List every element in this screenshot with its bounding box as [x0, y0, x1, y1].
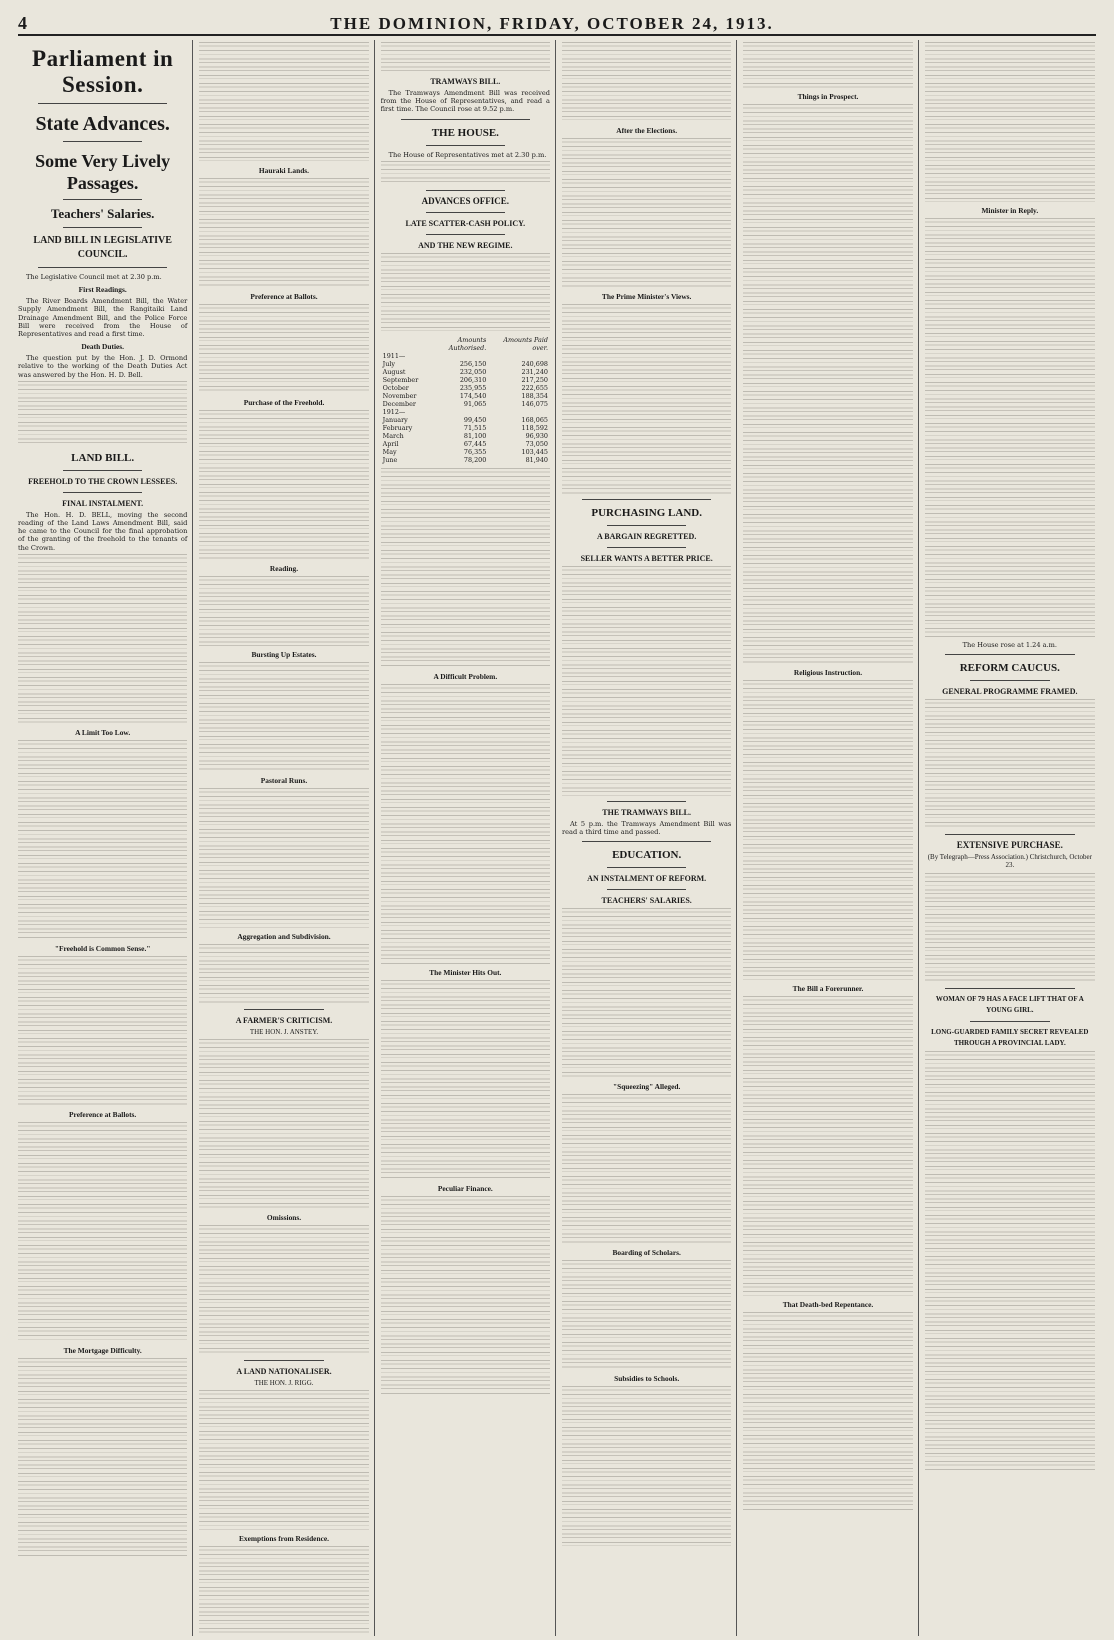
headline-new-regime: AND THE NEW REGIME.	[418, 240, 513, 250]
subheading: Pastoral Runs.	[260, 776, 308, 785]
headline-instalment: AN INSTALMENT OF REFORM.	[587, 874, 707, 884]
headline-land-bill: LAND BILL.	[71, 451, 135, 464]
text-block	[562, 908, 731, 1078]
table-row	[381, 448, 550, 456]
text-block	[925, 699, 1095, 829]
text-block	[199, 662, 368, 772]
column-2	[199, 40, 374, 1636]
table-cell: June	[382, 455, 398, 464]
subheading: The Bill a Forerunner.	[792, 984, 864, 993]
text-block	[562, 1386, 731, 1546]
text-block	[562, 138, 731, 288]
table-cell: January	[382, 415, 408, 424]
page-number: 4	[18, 13, 28, 33]
headline-reform-caucus: REFORM CAUCUS.	[959, 662, 1060, 675]
table-cell: 71,515	[463, 423, 487, 432]
headline-land-nationaliser: A LAND NATIONALISER.	[236, 1367, 332, 1377]
text-block	[199, 178, 368, 288]
table-header: Amounts Authorised.	[448, 335, 487, 352]
table-cell: May	[382, 447, 397, 456]
table-cell: 99,450	[463, 415, 487, 424]
table-cell: 96,930	[525, 431, 548, 440]
table-cell: August	[382, 367, 406, 376]
table-row	[381, 392, 550, 400]
table-row	[381, 368, 550, 376]
table-row	[381, 440, 550, 448]
table-cell: 222,655	[521, 383, 548, 392]
table-row	[381, 400, 550, 408]
subheading: "Squeezing" Alleged.	[612, 1082, 681, 1092]
text-block	[18, 740, 187, 940]
text-block	[199, 42, 368, 162]
headline-parliament: Parliament in Session.	[32, 46, 174, 97]
subheading: "Freehold is Common Sense."	[54, 943, 151, 953]
advances-table	[381, 336, 550, 464]
text-block	[381, 1196, 550, 1396]
text-block	[199, 1225, 368, 1355]
table-cell: November	[382, 391, 417, 400]
table-cell: October	[382, 383, 409, 392]
table-cell: April	[382, 439, 399, 448]
text-block	[381, 42, 550, 72]
text-block	[562, 566, 731, 796]
column-4	[562, 40, 737, 1636]
subheading: The Prime Minister's Views.	[601, 292, 692, 301]
text-block	[18, 554, 187, 724]
table-year: 1911—	[382, 351, 406, 360]
table-cell: 231,240	[521, 367, 548, 376]
table-cell: 103,445	[521, 447, 548, 456]
headline-land-bill-council: LAND BILL IN LEGISLATIVE COUNCIL.	[33, 235, 172, 260]
table-cell: 232,050	[459, 367, 487, 376]
table-cell: 73,050	[525, 439, 548, 448]
subheading: Religious Instruction.	[793, 668, 863, 677]
table-cell: 217,250	[521, 375, 548, 384]
table-row	[381, 432, 550, 440]
subheading: Hauraki Lands.	[258, 166, 310, 175]
subheading: Omissions.	[266, 1213, 302, 1223]
text-block	[381, 684, 550, 964]
byline: THE HON. J. RIGG.	[254, 1379, 314, 1388]
byline: (By Telegraph—Press Association.) Christchurch, October 23.	[927, 853, 1092, 870]
table-cell: 118,592	[521, 423, 548, 432]
table-cell: 206,310	[459, 375, 487, 384]
subheading: The Minister Hits Out.	[429, 967, 502, 977]
table-cell: February	[382, 423, 413, 432]
text-block	[562, 304, 731, 494]
table-row	[381, 376, 550, 384]
text-block	[18, 381, 187, 445]
text-block	[925, 873, 1095, 983]
table-year: 1912—	[382, 407, 406, 416]
subheading: After the Elections.	[616, 126, 678, 135]
subheading: First Readings.	[78, 285, 127, 295]
headline-lively-passages: Some Very Lively Passages.	[35, 151, 171, 193]
table-cell: March	[382, 431, 404, 440]
headline-advances-office: ADVANCES OFFICE.	[421, 195, 509, 206]
text-block	[199, 304, 368, 394]
text-block	[562, 1094, 731, 1244]
headline-tramways-bill: TRAMWAYS BILL.	[430, 77, 501, 86]
paragraph: The Hon. H. D. BELL, moving the second reading of the Land Laws Amendment Bill, said he came to the Council for the final approbation of the granting of the freehold to the tenants of the Crown.	[18, 510, 188, 552]
table-row	[381, 424, 550, 432]
table-cell: 256,150	[459, 359, 487, 368]
table-cell: 188,354	[521, 391, 548, 400]
text-block	[18, 1358, 187, 1558]
text-block	[381, 253, 550, 333]
text-block	[925, 1051, 1095, 1471]
house-rose: The House rose at 1.24 a.m.	[962, 641, 1057, 649]
text-block	[562, 1260, 731, 1370]
text-block	[743, 1312, 912, 1512]
text-block	[199, 1390, 368, 1530]
paragraph: The River Boards Amendment Bill, the Water Supply Amendment Bill, the Rangitaiki Land Drainage Amendment Bill, and the Police Force Bill were received from the House of Representatives and read a first time.	[18, 297, 188, 339]
table-cell: 67,445	[463, 439, 487, 448]
table-cell: September	[382, 375, 419, 384]
table-cell: 146,075	[521, 399, 548, 408]
headline-purchasing-land: PURCHASING LAND.	[591, 507, 702, 519]
headline-education: EDUCATION.	[612, 849, 682, 862]
headline-late-policy: LATE SCATTER-CASH POLICY.	[405, 218, 526, 228]
text-block	[381, 161, 550, 185]
byline: THE HON. J. ANSTEY.	[249, 1028, 319, 1036]
column-5	[743, 40, 918, 1636]
headline-extensive-purchase: EXTENSIVE PURCHASE.	[956, 840, 1063, 851]
text-block	[199, 1039, 368, 1209]
table-row	[381, 456, 550, 464]
subheading: Death Duties.	[81, 342, 125, 352]
paragraph: The Tramways Amendment Bill was received from the House of Representatives, and read a first time. The Council rose at 9.52 p.m.	[380, 89, 550, 114]
table-header: Amounts Paid over.	[503, 335, 548, 352]
column-6	[925, 40, 1100, 1636]
paragraph: The Legislative Council met at 2.30 p.m.	[26, 273, 162, 281]
text-block	[18, 956, 187, 1106]
subheading: Peculiar Finance.	[437, 1183, 493, 1193]
masthead	[18, 6, 1096, 36]
table-row	[381, 416, 550, 424]
columns	[18, 40, 1100, 1636]
column-1	[18, 40, 193, 1636]
text-block	[743, 996, 912, 1296]
headline-final-instalment: FINAL INSTALMENT.	[62, 498, 144, 508]
text-block	[925, 42, 1095, 202]
table-cell: 168,065	[521, 415, 548, 424]
text-block	[743, 680, 912, 980]
subheading: That Death-bed Repentance.	[782, 1300, 874, 1309]
subheading: Aggregation and Subdivision.	[237, 932, 331, 941]
table-cell: 174,540	[459, 391, 487, 400]
text-block	[381, 468, 550, 668]
headline-tramways: THE TRAMWAYS BILL.	[602, 808, 691, 817]
table-cell: 76,355	[463, 447, 487, 456]
table-header	[381, 336, 421, 352]
table-cell: 81,940	[525, 455, 548, 464]
table-cell: 78,200	[463, 455, 487, 464]
headline-farmers-criticism: A FARMER'S CRITICISM.	[235, 1016, 333, 1025]
subheading: Preference at Ballots.	[250, 292, 318, 301]
table-cell: July	[382, 359, 395, 368]
table-cell: 235,955	[459, 383, 487, 392]
text-block	[562, 42, 731, 122]
subheading: A Limit Too Low.	[75, 727, 131, 737]
table-row	[381, 384, 550, 392]
subheading: Purchase of the Freehold.	[243, 398, 325, 407]
table-cell: 91,065	[463, 399, 487, 408]
table-cell: 81,100	[463, 431, 487, 440]
text-block	[18, 1122, 187, 1342]
table-cell: December	[382, 399, 416, 408]
text-block	[381, 980, 550, 1180]
headline-bargain: A BARGAIN REGRETTED.	[596, 532, 697, 541]
headline-state-advances: State Advances.	[35, 113, 170, 135]
paper-name: THE DOMINION, FRIDAY, OCTOBER 24, 1913.	[330, 14, 774, 33]
headline-programme: GENERAL PROGRAMME FRAMED.	[942, 687, 1078, 697]
headline-seller: SELLER WANTS A BETTER PRICE.	[580, 554, 713, 563]
text-block	[199, 576, 368, 646]
table-cell: 240,698	[521, 359, 548, 368]
subheading: Things in Prospect.	[797, 92, 859, 101]
headline-freehold: FREEHOLD TO THE CROWN LESSEES.	[28, 476, 178, 486]
text-block	[199, 1546, 368, 1636]
table-row	[381, 360, 550, 368]
subheading: Minister in Reply.	[981, 206, 1039, 215]
subheading: Exemptions from Residence.	[239, 1534, 329, 1544]
headline-salaries: TEACHERS' SALARIES.	[601, 896, 692, 906]
text-block	[199, 788, 368, 928]
text-block	[925, 218, 1095, 638]
subheading: Boarding of Scholars.	[612, 1248, 681, 1258]
headline-woman: WOMAN OF 79 HAS A FACE LIFT THAT OF A YOUNG GIRL.	[935, 994, 1084, 1014]
subheading: Bursting Up Estates.	[251, 650, 317, 659]
subheading: The Mortgage Difficulty.	[63, 1345, 142, 1355]
subheading: Reading.	[269, 564, 299, 573]
headline-secret: LONG-GUARDED FAMILY SECRET REVEALED THROUGH A PROVINCIAL LADY.	[931, 1027, 1089, 1047]
paragraph: The House of Representatives met at 2.30 p.m.	[388, 150, 547, 159]
column-3	[381, 40, 556, 1636]
subheading: Preference at Ballots.	[69, 1109, 137, 1119]
text-block	[743, 104, 912, 664]
headline-the-house: THE HOUSE.	[431, 126, 499, 139]
subheading: A Difficult Problem.	[433, 671, 498, 681]
headline-teachers-salaries: Teachers' Salaries.	[50, 206, 155, 221]
subheading: Subsidies to Schools.	[614, 1374, 680, 1384]
paragraph: At 5 p.m. the Tramways Amendment Bill was read a third time and passed.	[561, 820, 732, 837]
paragraph: The question put by the Hon. J. D. Ormond relative to the working of the Death Duties Act was answered by the Hon. H. D. Bell.	[18, 354, 188, 379]
text-block	[199, 410, 368, 560]
text-block	[199, 944, 368, 1004]
text-block	[743, 42, 912, 88]
